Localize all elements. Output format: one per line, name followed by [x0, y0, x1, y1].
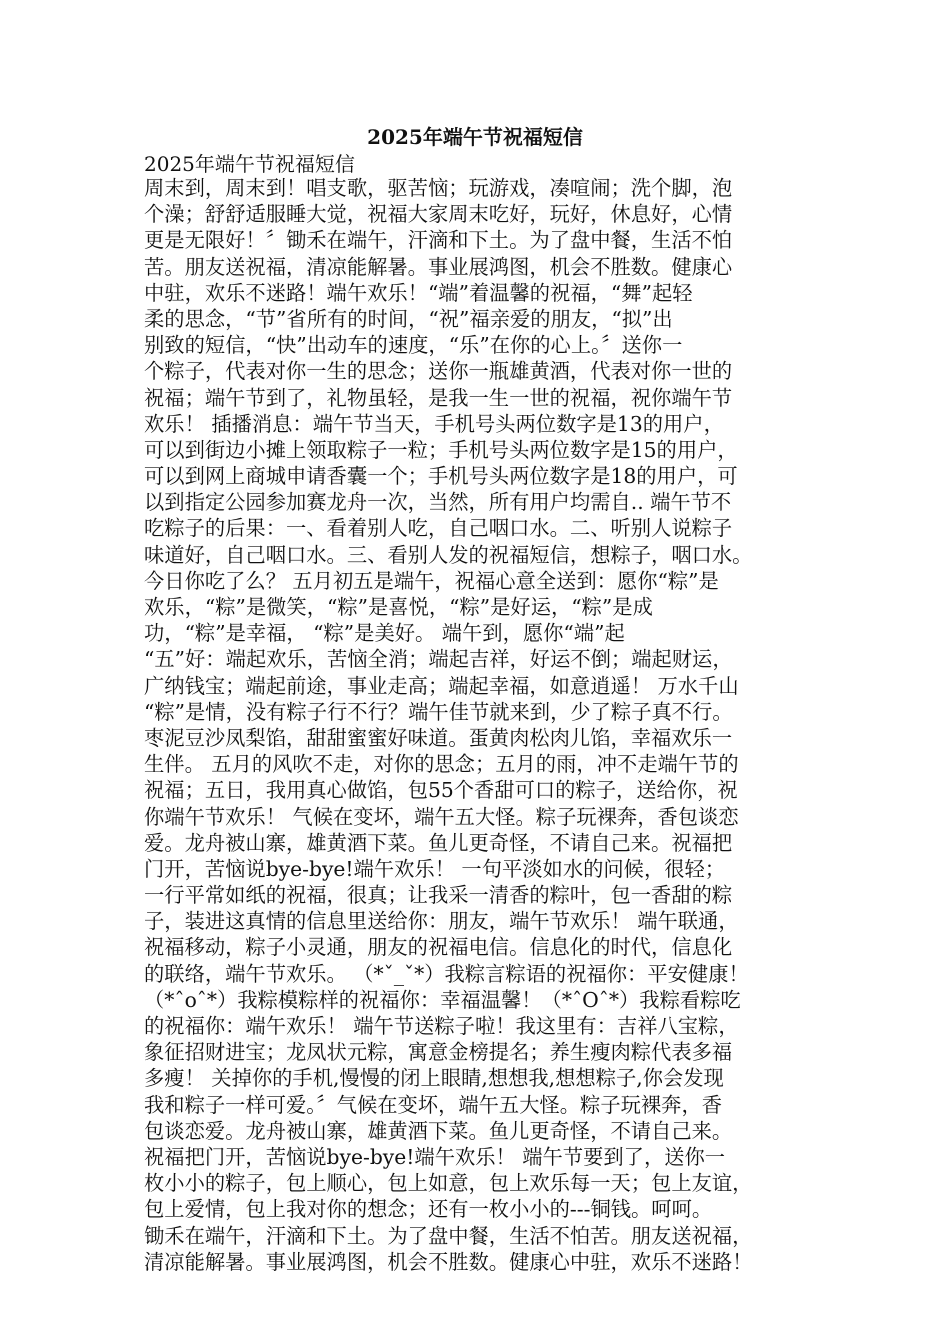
body-text-line: 味道好，自己咽口水。三、看别人发的祝福短信，想粽子，咽口水。: [144, 542, 753, 567]
body-text-line: 锄禾在端午，汗滴和下土。为了盘中餐，生活不怕苦。朋友送祝福，: [144, 1223, 753, 1248]
body-text-line: 祝福；五日，我用真心做馅，包55个香甜可口的粽子，送给你，祝: [144, 778, 738, 803]
body-text-line: 你端午节欢乐！ 气候在变坏，端午五大怪。粽子玩裸奔，香包谈恋: [144, 804, 739, 829]
body-text-line: 枚小小的粽子，包上顺心，包上如意，包上欢乐每一天；包上友谊，: [144, 1171, 753, 1196]
body-text-line: 可以到街边小摊上领取粽子一粒；手机号头两位数字是15的用户，: [144, 437, 738, 462]
body-text-line: 以到指定公园参加赛龙舟一次，当然，所有用户均需自.. 端午节不: [144, 490, 732, 515]
body-text-line: 周末到，周末到！唱支歌，驱苦恼；玩游戏，凑喧闹；洗个脚，泡: [144, 176, 733, 200]
body-text-line: 清凉能解暑。事业展鸿图，机会不胜数。健康心中驻，欢乐不迷路！: [144, 1249, 753, 1274]
body-text-line: “粽”是情，没有粽子行不行？端午佳节就来到，少了粽子真不行。: [144, 699, 733, 724]
body-text-line: 个澡；舒舒适服睡大觉，祝福大家周末吃好，玩好，休息好，心情: [144, 202, 733, 227]
body-text-line: 包上爱情，包上我对你的想念；还有一枚小小的---铜钱。呵呵。: [144, 1197, 713, 1222]
document-subtitle: 2025年端午节祝福短信: [144, 152, 355, 176]
body-text-line: “五”好：端起欢乐，苦恼全消；端起吉祥，好运不倒；端起财运，: [144, 647, 733, 672]
body-text-line: 柔的思念，“节”省所有的时间，“祝”福亲爱的朋友，“拟”出: [144, 306, 673, 331]
body-text-line: 欢乐！ 插播消息：端午节当天，手机号头两位数字是13的用户，: [144, 411, 724, 436]
body-text-line: 生伴。 五月的风吹不走，对你的思念；五月的雨，冲不走端午节的: [144, 752, 739, 777]
body-text-line: 的联络，端午节欢乐。 （*ˇ_ˇ*）我粽言粽语的祝福你：平安健康！: [144, 961, 749, 986]
body-text-line: （*ˆoˆ*）我粽模粽样的祝福你：幸福温馨！（*ˆOˆ*）我粽看粽吃: [144, 987, 741, 1012]
body-text-line: 功，“粽”是幸福， “粽”是美好。 端午到，愿你“端”起: [144, 621, 625, 646]
body-text-line: 吃粽子的后果：一、看着别人吃，自己咽口水。二、听别人说粽子: [144, 516, 733, 541]
body-text-line: 的祝福你：端午欢乐！ 端午节送粽子啦！我这里有：吉祥八宝粽，: [144, 1014, 739, 1038]
body-text-line: 祝福移动，粽子小灵通，朋友的祝福电信。信息化的时代，信息化: [144, 935, 733, 960]
body-text-line: 中驻，欢乐不迷路！端午欢乐！“端”着温馨的祝福，“舞”起轻: [144, 280, 693, 305]
body-text-line: 爱。龙舟被山寨，雄黄酒下菜。鱼儿更奇怪，不请自己来。祝福把: [144, 830, 733, 855]
body-text-line: 更是无限好！〞锄禾在端午，汗滴和下土。为了盘中餐，生活不怕: [144, 228, 733, 253]
body-text-line: 枣泥豆沙凤梨馅，甜甜蜜蜜好味道。蛋黄肉松肉儿馅，幸福欢乐一: [144, 725, 733, 750]
document-title: 2025年端午节祝福短信: [367, 125, 583, 149]
body-text-line: 祝福；端午节到了，礼物虽轻，是我一生一世的祝福，祝你端午节: [144, 385, 733, 410]
body-text-line: 我和粽子一样可爱。〞气候在变坏，端午五大怪。粽子玩裸奔，香: [144, 1092, 723, 1117]
body-text-line: 一行平常如纸的祝福，很真；让我采一清香的粽叶，包一香甜的粽: [144, 883, 733, 908]
body-text-line: 欢乐，“粽”是微笑，“粽”是喜悦，“粽”是好运，“粽”是成: [144, 595, 653, 619]
body-text-line: 别致的短信，“快”出动车的速度，“乐”在你的心上。〞送你一: [144, 333, 683, 358]
body-text-line: 个粽子，代表对你一生的思念；送你一瓶雄黄酒，代表对你一世的: [144, 359, 733, 384]
body-text-line: 苦。朋友送祝福，清凉能解暑。事业展鸿图，机会不胜数。健康心: [144, 254, 733, 279]
body-text-line: 象征招财进宝；龙凤状元粽，寓意金榜提名；养生瘦肉粽代表多福: [144, 1040, 733, 1065]
document-body: [144, 175, 808, 1275]
body-text-line: 今日你吃了么？ 五月初五是端午，祝福心意全送到：愿你“粽”是: [144, 568, 719, 593]
body-text-line: 祝福把门开，苦恼说bye-bye!端午欢乐！ 端午节要到了，送你一: [144, 1144, 726, 1169]
body-text-line: 门开，苦恼说bye-bye!端午欢乐！ 一句平淡如水的问候，很轻；: [144, 856, 726, 881]
body-text-line: 广纳钱宝；端起前途，事业走高；端起幸福，如意逍遥！ 万水千山: [144, 673, 739, 698]
body-text-line: 可以到网上商城申请香囊一个；手机号头两位数字是18的用户，可: [144, 464, 738, 489]
body-text-line: 包谈恋爱。龙舟被山寨，雄黄酒下菜。鱼儿更奇怪，不请自己来。: [144, 1118, 733, 1143]
body-text-line: 多瘦！ 关掉你的手机,慢慢的闭上眼睛,想想我,想想粽子,你会发现: [144, 1066, 724, 1091]
body-text-line: 子，装进这真情的信息里送给你：朋友，端午节欢乐！ 端午联通，: [144, 909, 739, 934]
